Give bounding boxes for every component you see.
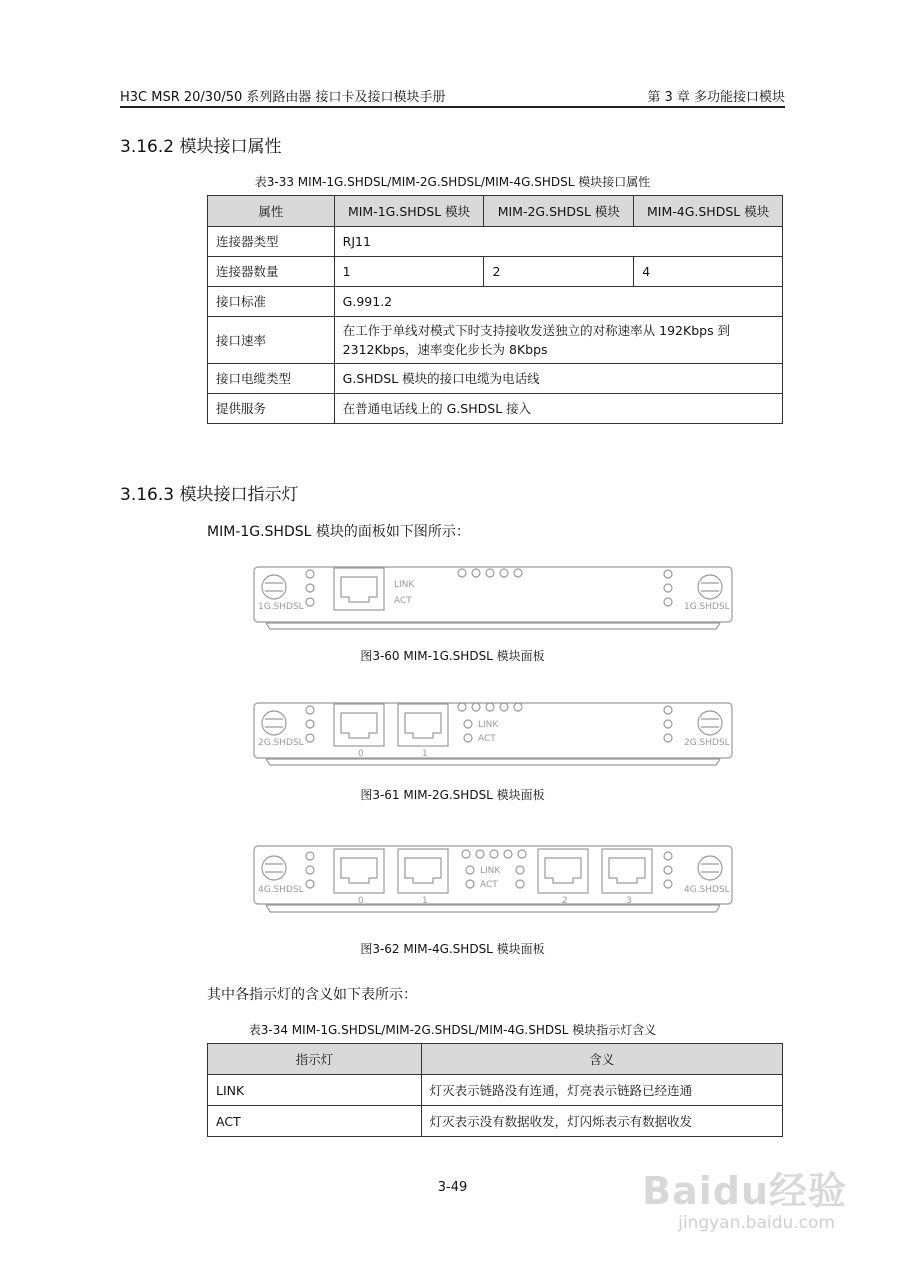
svg-text:LINK: LINK <box>478 720 499 730</box>
panel-4g-figure <box>248 838 738 918</box>
panel-label: 1G.SHDSL <box>684 602 730 612</box>
figure-caption-4g: 图3-62 MIM-4G.SHDSL 模块面板 <box>360 942 545 956</box>
svg-text:2G.SHDSL: 2G.SHDSL <box>258 738 304 748</box>
table-row <box>208 287 783 317</box>
table-row <box>208 227 783 257</box>
row-label: 接口电缆类型 <box>208 364 335 394</box>
cell-line: 2312Kbps，速率变化步长为 8Kbps <box>342 342 548 357</box>
column-header: MIM-4G.SHDSL 模块 <box>634 196 783 227</box>
cell-value: 在普通电话线上的 G.SHDSL 接入 <box>334 394 782 424</box>
header-rule <box>120 106 785 108</box>
panel-2g-figure <box>248 693 738 768</box>
table-row <box>208 364 783 394</box>
table-caption-indicators: 表3-34 MIM-1G.SHDSL/MIM-2G.SHDSL/MIM-4G.SHDSL 模块指示灯含义 <box>248 1023 657 1037</box>
panel-label: 1G.SHDSL <box>258 602 304 612</box>
svg-text:3: 3 <box>626 896 632 906</box>
header-title: H3C MSR 20/30/50 系列路由器 接口卡及接口模块手册 <box>120 90 446 105</box>
indicator-meaning: 灯灭表示链路没有连通，灯亮表示链路已经连通 <box>421 1075 782 1106</box>
act-label: ACT <box>394 596 412 606</box>
link-label: LINK <box>394 580 415 590</box>
svg-text:2G.SHDSL: 2G.SHDSL <box>684 738 730 748</box>
svg-text:LINK: LINK <box>480 866 501 876</box>
figure-caption-2g: 图3-61 MIM-2G.SHDSL 模块面板 <box>360 788 545 802</box>
figure-caption-1g: 图3-60 MIM-1G.SHDSL 模块面板 <box>360 649 545 663</box>
cell-value: RJ11 <box>334 227 782 257</box>
indicator-meaning: 灯灭表示没有数据收发，灯闪烁表示有数据收发 <box>421 1106 782 1137</box>
indicator-name: LINK <box>208 1075 422 1106</box>
column-header: 属性 <box>208 196 335 227</box>
table-caption-properties: 表3-33 MIM-1G.SHDSL/MIM-2G.SHDSL/MIM-4G.SHDSL 模块接口属性 <box>254 175 651 189</box>
outro-text: 其中各指示灯的含义如下表所示： <box>207 987 417 1003</box>
svg-text:ACT: ACT <box>480 880 498 890</box>
indicators-table <box>207 1043 783 1137</box>
svg-text:0: 0 <box>358 749 364 759</box>
screw-icon <box>262 856 286 880</box>
section-title-indicators: 3.16.3 模块接口指示灯 <box>120 485 299 505</box>
screw-icon <box>698 711 722 735</box>
cell-value <box>334 317 782 364</box>
screw-icon <box>698 575 722 599</box>
table-row <box>208 1106 783 1137</box>
screw-icon <box>262 711 286 735</box>
row-label: 连接器类型 <box>208 227 335 257</box>
row-label: 提供服务 <box>208 394 335 424</box>
properties-table <box>207 195 783 424</box>
table-header-row <box>208 1044 783 1075</box>
cell-value: G.991.2 <box>334 287 782 317</box>
screw-icon <box>262 575 286 599</box>
column-header: 指示灯 <box>208 1044 422 1075</box>
table-row <box>208 257 783 287</box>
panel-1g-figure <box>248 557 738 632</box>
svg-text:2: 2 <box>562 896 568 906</box>
row-label: 接口速率 <box>208 317 335 364</box>
row-label: 连接器数量 <box>208 257 335 287</box>
indicator-name: ACT <box>208 1106 422 1137</box>
table-row <box>208 394 783 424</box>
section-title-properties: 3.16.2 模块接口属性 <box>120 137 282 157</box>
page-number: 3-49 <box>437 1180 468 1195</box>
svg-text:ACT: ACT <box>478 734 496 744</box>
column-header: MIM-2G.SHDSL 模块 <box>484 196 634 227</box>
table-row <box>208 317 783 364</box>
cell-value: 4 <box>634 257 783 287</box>
watermark-logo: Baidu经验 <box>642 1169 847 1213</box>
table-row <box>208 1075 783 1106</box>
svg-text:1: 1 <box>422 749 428 759</box>
cell-value: 2 <box>484 257 634 287</box>
screw-icon <box>698 856 722 880</box>
table-header-row <box>208 196 783 227</box>
cell-value: G.SHDSL 模块的接口电缆为电话线 <box>334 364 782 394</box>
column-header: 含义 <box>421 1044 782 1075</box>
svg-text:4G.SHDSL: 4G.SHDSL <box>684 885 730 895</box>
header-chapter: 第 3 章 多功能接口模块 <box>647 90 785 105</box>
cell-value: 1 <box>334 257 484 287</box>
watermark-url: jingyan.baidu.com <box>678 1213 835 1233</box>
column-header: MIM-1G.SHDSL 模块 <box>334 196 484 227</box>
row-label: 接口标准 <box>208 287 335 317</box>
svg-text:1: 1 <box>422 896 428 906</box>
svg-text:4G.SHDSL: 4G.SHDSL <box>258 885 304 895</box>
intro-text: MIM-1G.SHDSL 模块的面板如下图所示： <box>207 524 470 540</box>
cell-line: 在工作于单线对模式下时支持接收发送独立的对称速率从 192Kbps 到 <box>342 323 731 338</box>
svg-text:0: 0 <box>358 896 364 906</box>
